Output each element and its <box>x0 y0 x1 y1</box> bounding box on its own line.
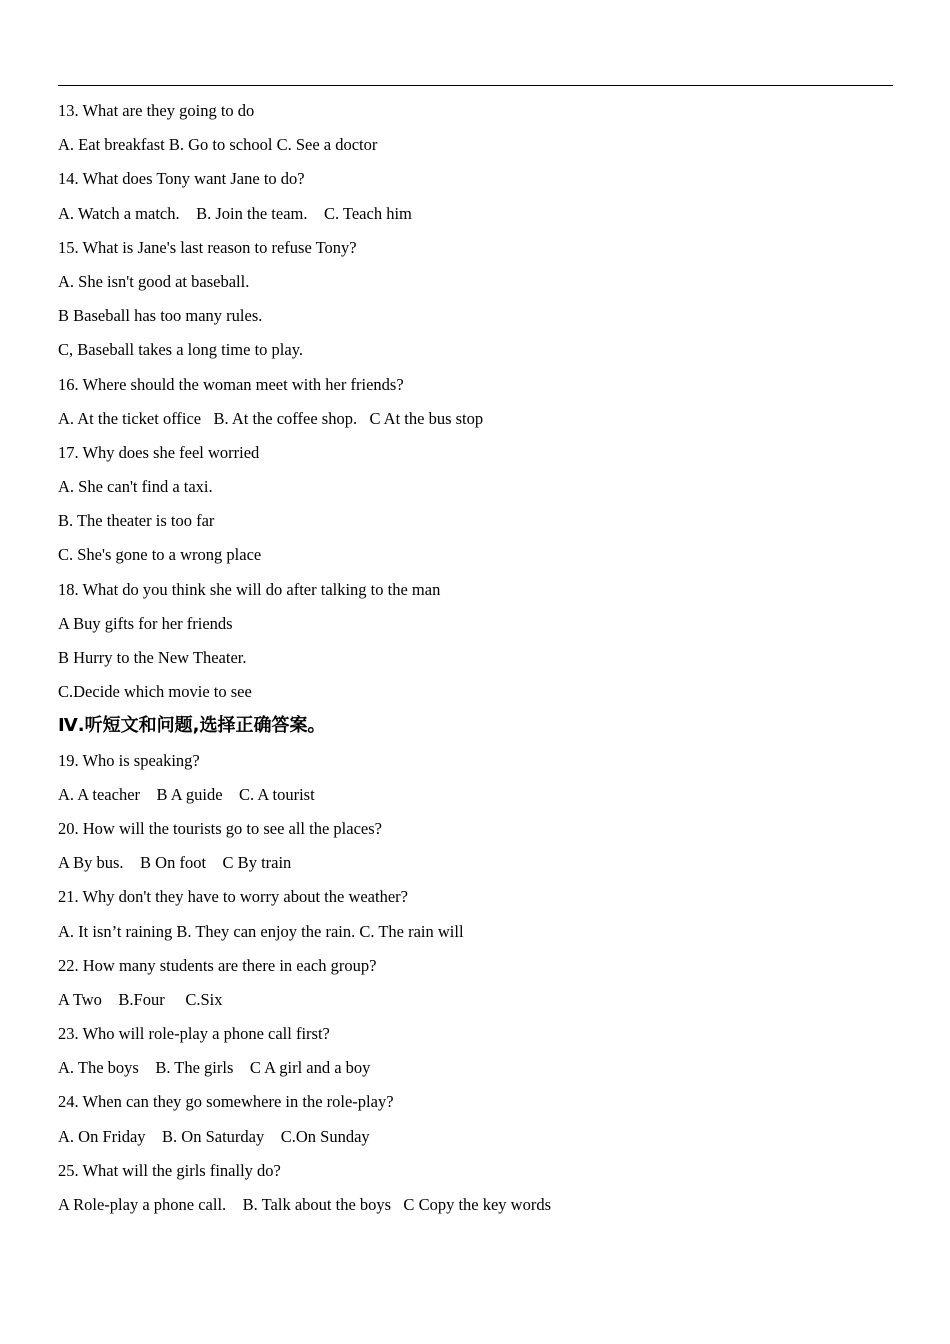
options-22: A Two B.Four C.Six <box>58 989 223 1009</box>
question-22: 22. How many students are there in each group? <box>58 955 377 975</box>
options-23: A. The boys B. The girls C A girl and a boy <box>58 1058 371 1078</box>
question-24: 24. When can they go somewhere in the role-play? <box>58 1092 394 1112</box>
options-14: A. Watch a match. B. Join the team. C. Teach him <box>58 203 412 223</box>
options-24: A. On Friday B. On Saturday C.On Sunday <box>58 1126 370 1146</box>
question-14: 14. What does Tony want Jane to do? <box>58 169 305 189</box>
header-rule <box>58 85 893 86</box>
options-21: A. It isn’t raining B. They can enjoy the rain. C. The rain will <box>58 921 464 941</box>
option-18-b: B Hurry to the New Theater. <box>58 648 247 667</box>
option-17-b: B. The theater is too far <box>58 511 215 531</box>
question-18: 18. What do you think she will do after talking to the man <box>58 579 441 599</box>
options-25: A Role-play a phone call. B. Talk about the boys C Copy the key words <box>58 1195 552 1214</box>
option-15-a: A. She isn't good at baseball. <box>58 271 250 291</box>
question-15: 15. What is Jane's last reason to refuse Tony? <box>58 237 357 257</box>
question-16: 16. Where should the woman meet with her friends? <box>58 374 404 394</box>
option-15-b: B Baseball has too many rules. <box>58 306 263 326</box>
question-25: 25. What will the girls finally do? <box>58 1160 281 1180</box>
option-17-c: C. She's gone to a wrong place <box>58 545 262 565</box>
question-20: 20. How will the tourists go to see all the places? <box>58 818 382 838</box>
question-23: 23. Who will role-play a phone call first? <box>58 1024 330 1044</box>
option-18-a: A Buy gifts for her friends <box>58 613 233 633</box>
options-19: A. A teacher B A guide C. A tourist <box>58 784 315 804</box>
option-15-c: C, Baseball takes a long time to play. <box>58 340 304 360</box>
options-16: A. At the ticket office B. At the coffee shop. C At the bus stop <box>58 408 484 428</box>
question-17: 17. Why does she feel worried <box>58 442 260 462</box>
options-20: A By bus. B On foot C By train <box>58 853 292 873</box>
section-heading: Ⅳ.听短文和问题,选择正确答案。 <box>58 715 326 737</box>
question-13: 13. What are they going to do <box>58 101 255 120</box>
question-21: 21. Why don't they have to worry about the weather? <box>58 887 408 907</box>
document-body <box>58 94 893 1222</box>
option-18-c: C.Decide which movie to see <box>58 682 252 702</box>
options-13: A. Eat breakfast B. Go to school C. See a doctor <box>58 135 378 155</box>
option-17-a: A. She can't find a taxi. <box>58 477 213 497</box>
question-19: 19. Who is speaking? <box>58 750 200 770</box>
